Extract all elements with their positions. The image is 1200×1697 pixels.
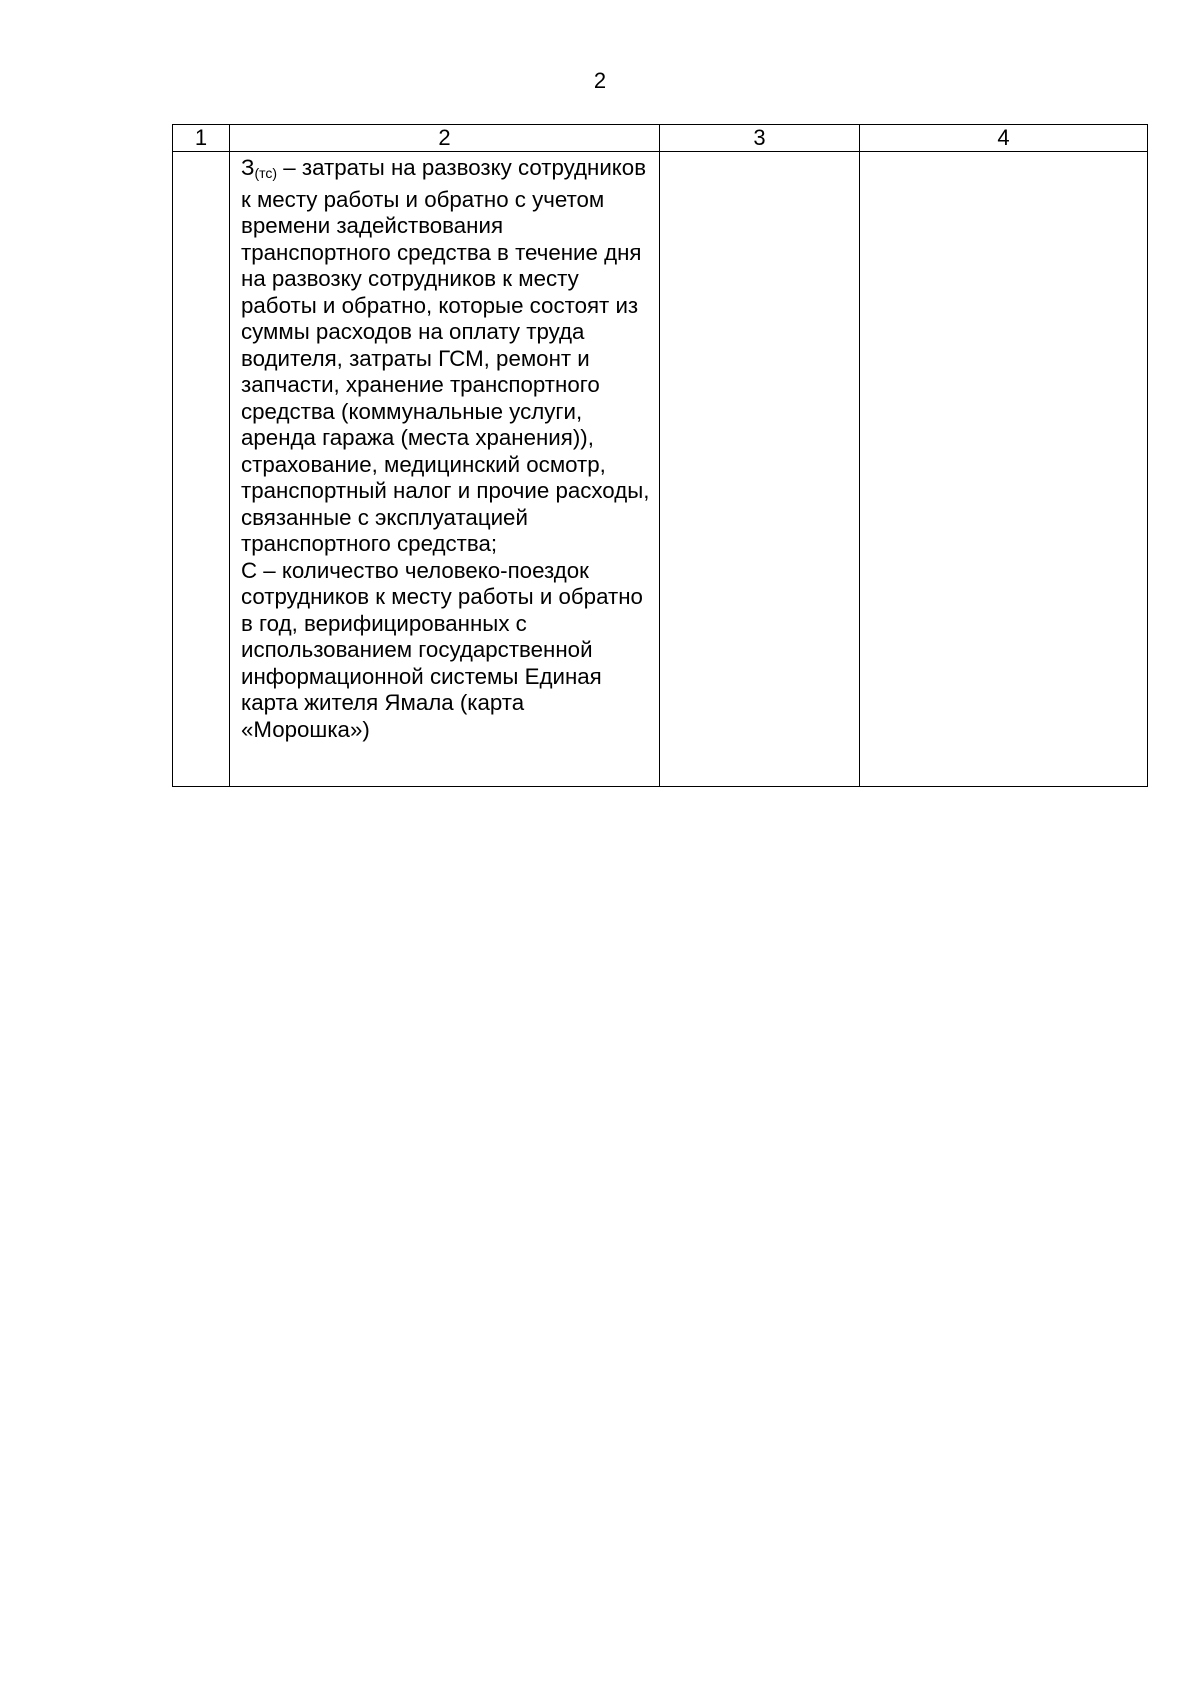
definition-trip-count: С – количество человеко-поездок сотрудников к месту работы и обратно в год, верифицированных с использованием государственной информационной системы Единая карта жителя Ямала (карта «Морошка») <box>241 557 643 742</box>
row-cell-4 <box>860 152 1148 787</box>
cost-definition-text: – затраты на развозку сотрудников к месту работы и обратно с учетом времени задействования транспортного средства в течение дня на развозку сотрудников к месту работы и обратно, которые состоят из суммы расходов на оплату труда водителя, затраты ГСМ, ремонт и запчасти, хранение транспортного средства (коммунальные услуги, аренда гаража (места хранения)), страхование, медицинский осмотр, транспортный налог и прочие расходы, связанные с эксплуатацией транспортного средства; <box>241 155 650 556</box>
document-table <box>172 124 1148 787</box>
header-cell-3: 3 <box>660 125 860 152</box>
definition-cost-transport <box>241 155 651 558</box>
table-header-row <box>173 125 1148 152</box>
cost-subscript: (тс) <box>254 165 278 181</box>
header-cell-1: 1 <box>173 125 230 152</box>
table-row <box>173 152 1148 787</box>
header-cell-4: 4 <box>860 125 1148 152</box>
row-cell-2 <box>230 152 660 787</box>
definitions-text <box>230 152 659 786</box>
header-cell-2: 2 <box>230 125 660 152</box>
cost-symbol: З <box>241 155 255 180</box>
page-number: 2 <box>593 68 607 93</box>
row-cell-3 <box>660 152 860 787</box>
row-cell-1 <box>173 152 230 787</box>
